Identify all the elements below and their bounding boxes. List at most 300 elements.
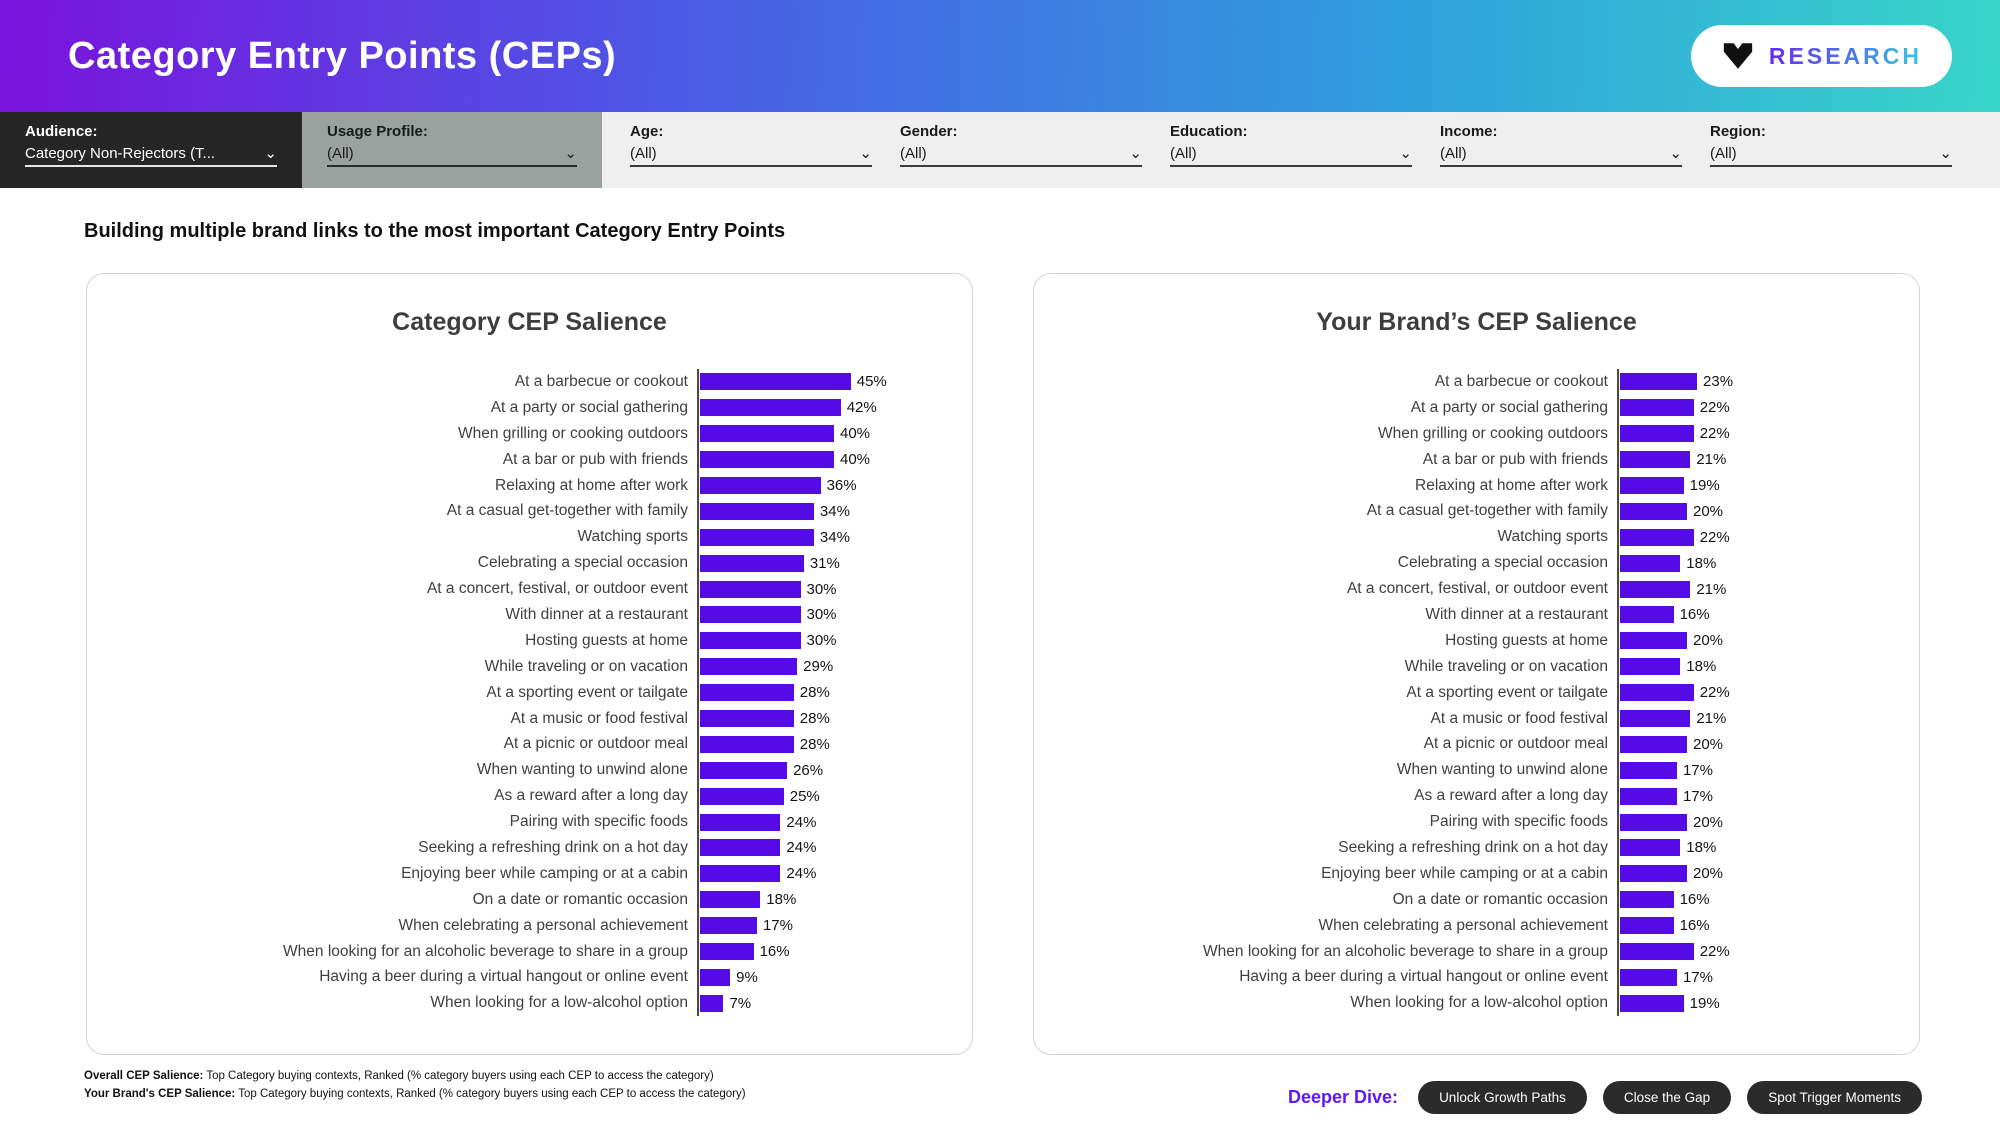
bar[interactable] bbox=[700, 736, 794, 753]
category-label: When grilling or cooking outdoors bbox=[457, 424, 688, 442]
bar-value-label: 18% bbox=[766, 891, 797, 909]
chevron-down-icon: ⌄ bbox=[1939, 144, 1952, 162]
bar-value-label: 22% bbox=[1699, 684, 1730, 702]
chart-row bbox=[1052, 783, 1901, 809]
chart-row bbox=[105, 421, 954, 447]
bar[interactable] bbox=[700, 891, 760, 908]
category-label: At a party or social gathering bbox=[1410, 398, 1608, 416]
bar-value-label: 24% bbox=[786, 839, 817, 857]
category-label: Seeking a refreshing drink on a hot day bbox=[418, 838, 688, 856]
bar-value-label: 19% bbox=[1689, 477, 1720, 494]
chart-row bbox=[105, 706, 954, 732]
footnote-brand: Your Brand's CEP Salience: Top Category buying contexts, Ranked (% category buyers using each CEP to access the category) bbox=[84, 1088, 746, 1101]
bar-cell bbox=[697, 447, 870, 473]
chart-row bbox=[1052, 550, 1901, 576]
chart-row bbox=[1052, 939, 1901, 965]
bar[interactable] bbox=[1620, 451, 1690, 468]
bar-cell bbox=[1617, 524, 1730, 550]
bar-cell bbox=[697, 550, 840, 576]
chart-row bbox=[1052, 447, 1901, 473]
bar-cell bbox=[1617, 369, 1733, 395]
bar[interactable] bbox=[700, 684, 794, 701]
filter-usage-profile bbox=[302, 112, 602, 188]
bar-value-label: 40% bbox=[840, 425, 871, 443]
bar-cell bbox=[697, 706, 830, 732]
bar-value-label: 18% bbox=[1686, 839, 1717, 857]
chevron-down-icon: ⌄ bbox=[1129, 144, 1142, 162]
bar-value-label: 31% bbox=[809, 554, 840, 572]
chevron-down-icon: ⌄ bbox=[1399, 144, 1412, 162]
bar[interactable] bbox=[1620, 581, 1690, 598]
bar[interactable] bbox=[700, 658, 797, 675]
bar-value-label: 45% bbox=[856, 373, 887, 391]
filter-value: (All) bbox=[1440, 145, 1467, 162]
bar-value-label: 20% bbox=[1693, 502, 1724, 520]
bar-value-label: 17% bbox=[1682, 787, 1713, 805]
bar-cell bbox=[697, 913, 793, 939]
category-label: Pairing with specific foods bbox=[509, 813, 688, 831]
bar-value-label: 25% bbox=[789, 787, 820, 805]
bar-value-label: 34% bbox=[819, 528, 850, 546]
education-dropdown[interactable] bbox=[1170, 145, 1412, 167]
filter-label: Age: bbox=[630, 123, 664, 140]
bar[interactable] bbox=[1620, 917, 1674, 934]
gender-dropdown[interactable] bbox=[900, 145, 1142, 167]
bar-cell bbox=[697, 395, 877, 421]
category-label: Having a beer during a virtual hangout or online event bbox=[1239, 968, 1608, 986]
filter-label: Usage Profile: bbox=[327, 123, 428, 140]
chart-row bbox=[105, 887, 954, 913]
brand-chart-rows bbox=[1052, 369, 1901, 1016]
category-label: When looking for a low-alcohol option bbox=[1350, 994, 1608, 1012]
chevron-down-icon: ⌄ bbox=[564, 144, 577, 162]
research-logo-button[interactable] bbox=[1691, 25, 1952, 87]
bar[interactable] bbox=[700, 839, 780, 856]
category-label: With dinner at a restaurant bbox=[505, 605, 688, 623]
bar[interactable] bbox=[1620, 606, 1674, 623]
bar-cell bbox=[1617, 576, 1726, 602]
bar-cell bbox=[1617, 680, 1730, 706]
bar[interactable] bbox=[700, 814, 780, 831]
category-label: As a reward after a long day bbox=[1414, 787, 1608, 805]
filter-light-group bbox=[602, 112, 2000, 188]
bar-cell bbox=[1617, 939, 1730, 965]
bar-value-label: 20% bbox=[1693, 632, 1724, 650]
bar[interactable] bbox=[1620, 632, 1687, 649]
bar-value-label: 9% bbox=[736, 968, 758, 986]
bar-cell bbox=[1617, 990, 1720, 1016]
chart-row bbox=[105, 809, 954, 835]
bar-cell bbox=[697, 861, 816, 887]
chart-row bbox=[105, 473, 954, 499]
bar-value-label: 18% bbox=[1686, 554, 1717, 572]
bar-cell bbox=[1617, 913, 1710, 939]
bar-cell bbox=[697, 835, 816, 861]
bar-value-label: 20% bbox=[1693, 735, 1724, 753]
bar-value-label: 18% bbox=[1686, 658, 1717, 676]
brand-cep-salience-card bbox=[1033, 273, 1920, 1055]
bar[interactable] bbox=[1620, 399, 1694, 416]
bar[interactable] bbox=[700, 581, 801, 598]
category-label: Relaxing at home after work bbox=[495, 476, 688, 494]
category-label: Having a beer during a virtual hangout or online event bbox=[319, 968, 688, 986]
filter-income bbox=[1412, 112, 1682, 188]
chart-row bbox=[1052, 835, 1901, 861]
chart-row bbox=[1052, 887, 1901, 913]
bar-value-label: 19% bbox=[1689, 994, 1720, 1012]
deeper-dive-nav bbox=[1288, 1081, 1922, 1114]
category-label: Pairing with specific foods bbox=[1429, 813, 1608, 831]
bar[interactable] bbox=[1620, 995, 1684, 1012]
bar-cell bbox=[697, 654, 833, 680]
chart-row bbox=[1052, 421, 1901, 447]
filter-label: Income: bbox=[1440, 123, 1498, 140]
bar-value-label: 16% bbox=[759, 943, 790, 961]
chart-row bbox=[1052, 498, 1901, 524]
category-label: As a reward after a long day bbox=[494, 787, 688, 805]
filter-age bbox=[602, 112, 872, 188]
chart-row bbox=[1052, 990, 1901, 1016]
category-label: On a date or romantic occasion bbox=[1392, 890, 1608, 908]
bar-cell bbox=[1617, 395, 1730, 421]
bar-value-label: 30% bbox=[806, 606, 837, 624]
category-chart-rows bbox=[105, 369, 954, 1016]
bar[interactable] bbox=[1620, 943, 1694, 960]
chart-row bbox=[1052, 913, 1901, 939]
filter-value: (All) bbox=[1710, 145, 1737, 162]
category-label: At a casual get-together with family bbox=[446, 502, 688, 520]
category-label: At a casual get-together with family bbox=[1366, 502, 1608, 520]
bar-cell bbox=[1617, 550, 1716, 576]
bar-value-label: 24% bbox=[786, 865, 817, 883]
bar[interactable] bbox=[1620, 684, 1694, 701]
chart-row bbox=[105, 498, 954, 524]
bar[interactable] bbox=[1620, 839, 1680, 856]
bar[interactable] bbox=[1620, 865, 1687, 882]
bar[interactable] bbox=[1620, 529, 1694, 546]
chart-row bbox=[105, 913, 954, 939]
audience-dropdown[interactable] bbox=[25, 145, 277, 167]
chart-row bbox=[1052, 964, 1901, 990]
bar[interactable] bbox=[700, 425, 834, 442]
bar-cell bbox=[1617, 447, 1726, 473]
income-dropdown[interactable] bbox=[1440, 145, 1682, 167]
category-label: At a picnic or outdoor meal bbox=[503, 735, 688, 753]
chart-row bbox=[105, 524, 954, 550]
category-cep-salience-card bbox=[86, 273, 973, 1055]
filter-value: Category Non-Rejectors (T... bbox=[25, 145, 216, 162]
bar-value-label: 28% bbox=[799, 684, 830, 702]
chart-row bbox=[1052, 757, 1901, 783]
bar-value-label: 21% bbox=[1696, 580, 1727, 598]
chart-row bbox=[1052, 473, 1901, 499]
bar-value-label: 16% bbox=[1679, 917, 1710, 935]
chart-row bbox=[1052, 654, 1901, 680]
bar-cell bbox=[1617, 731, 1723, 757]
page-title: Category Entry Points (CEPs) bbox=[68, 34, 617, 77]
bar[interactable] bbox=[700, 632, 801, 649]
category-label: On a date or romantic occasion bbox=[472, 890, 688, 908]
category-label: At a music or food festival bbox=[1430, 709, 1608, 727]
category-label: With dinner at a restaurant bbox=[1425, 605, 1608, 623]
bar-cell bbox=[697, 421, 870, 447]
bar[interactable] bbox=[1620, 736, 1687, 753]
bar-value-label: 20% bbox=[1693, 865, 1724, 883]
filter-value: (All) bbox=[1170, 145, 1197, 162]
bar-value-label: 16% bbox=[1679, 891, 1710, 909]
filter-value: (All) bbox=[327, 145, 354, 162]
category-label: At a concert, festival, or outdoor event bbox=[1346, 580, 1608, 598]
filter-value: (All) bbox=[630, 145, 657, 162]
chart-row bbox=[1052, 861, 1901, 887]
chart-row bbox=[105, 939, 954, 965]
category-label: Hosting guests at home bbox=[525, 631, 688, 649]
unlock-growth-paths-button[interactable]: Unlock Growth Paths bbox=[1418, 1081, 1587, 1114]
chart-row bbox=[105, 783, 954, 809]
chart-row bbox=[1052, 628, 1901, 654]
bar-cell bbox=[1617, 757, 1713, 783]
bar-cell bbox=[1617, 835, 1716, 861]
chart-row bbox=[105, 602, 954, 628]
chart-row bbox=[1052, 706, 1901, 732]
chart-row bbox=[105, 654, 954, 680]
bar-cell bbox=[1617, 498, 1723, 524]
chart-row bbox=[1052, 680, 1901, 706]
category-label: At a barbecue or cookout bbox=[514, 372, 688, 390]
category-label: Watching sports bbox=[1497, 528, 1608, 546]
bar-value-label: 42% bbox=[846, 399, 877, 417]
bar-cell bbox=[697, 757, 823, 783]
bar[interactable] bbox=[700, 451, 834, 468]
category-label: When wanting to unwind alone bbox=[476, 761, 688, 779]
category-label: Enjoying beer while camping or at a cabin bbox=[1321, 864, 1608, 882]
bar-cell bbox=[1617, 706, 1726, 732]
spot-trigger-moments-button[interactable]: Spot Trigger Moments bbox=[1747, 1081, 1922, 1114]
chart-row bbox=[1052, 809, 1901, 835]
category-label: When grilling or cooking outdoors bbox=[1377, 424, 1608, 442]
bar-cell bbox=[1617, 887, 1710, 913]
bar-cell bbox=[697, 731, 830, 757]
bar[interactable] bbox=[700, 917, 757, 934]
bar[interactable] bbox=[1620, 425, 1694, 442]
category-label: At a party or social gathering bbox=[490, 398, 688, 416]
bar[interactable] bbox=[1620, 373, 1697, 390]
bar-value-label: 24% bbox=[786, 813, 817, 831]
chart-row bbox=[105, 447, 954, 473]
bar-value-label: 26% bbox=[793, 761, 824, 779]
category-label: At a sporting event or tailgate bbox=[1406, 683, 1608, 701]
filter-value: (All) bbox=[900, 145, 927, 162]
bar-cell bbox=[1617, 861, 1723, 887]
bar-value-label: 30% bbox=[806, 580, 837, 598]
chart-title: Category CEP Salience bbox=[392, 308, 667, 336]
bar[interactable] bbox=[700, 969, 730, 986]
filter-bar bbox=[0, 112, 2000, 188]
bar-cell bbox=[1617, 783, 1713, 809]
chart-title: Your Brand’s CEP Salience bbox=[1316, 308, 1637, 336]
bar-value-label: 22% bbox=[1699, 425, 1730, 443]
close-the-gap-button[interactable]: Close the Gap bbox=[1603, 1081, 1731, 1114]
bar-cell bbox=[1617, 421, 1730, 447]
chart-row bbox=[105, 550, 954, 576]
bar[interactable] bbox=[700, 943, 754, 960]
filter-region bbox=[1682, 112, 1952, 188]
category-label: Seeking a refreshing drink on a hot day bbox=[1338, 838, 1608, 856]
usage-profile-dropdown[interactable] bbox=[327, 145, 577, 167]
bar-value-label: 22% bbox=[1699, 399, 1730, 417]
chart-row bbox=[1052, 602, 1901, 628]
chart-row bbox=[1052, 524, 1901, 550]
bar[interactable] bbox=[1620, 555, 1680, 572]
bar-cell bbox=[697, 887, 796, 913]
chart-row bbox=[1052, 576, 1901, 602]
chart-row bbox=[105, 964, 954, 990]
bar[interactable] bbox=[1620, 710, 1690, 727]
category-label: When looking for an alcoholic beverage to share in a group bbox=[283, 942, 688, 960]
category-label: Celebrating a special occasion bbox=[1397, 554, 1608, 572]
bar[interactable] bbox=[1620, 762, 1677, 779]
bar[interactable] bbox=[1620, 969, 1677, 986]
header bbox=[0, 0, 2000, 112]
bar-value-label: 21% bbox=[1696, 451, 1727, 469]
bar[interactable] bbox=[700, 555, 804, 572]
bar-value-label: 17% bbox=[762, 917, 793, 935]
bar[interactable] bbox=[700, 477, 821, 494]
bar-value-label: 28% bbox=[799, 735, 830, 753]
bar-value-label: 36% bbox=[826, 477, 857, 494]
chevron-down-icon: ⌄ bbox=[859, 144, 872, 162]
bar[interactable] bbox=[1620, 477, 1684, 494]
bar[interactable] bbox=[700, 865, 780, 882]
bar-value-label: 21% bbox=[1696, 710, 1727, 728]
age-dropdown[interactable] bbox=[630, 145, 872, 167]
category-label: When wanting to unwind alone bbox=[1396, 761, 1608, 779]
bar[interactable] bbox=[700, 762, 787, 779]
filter-audience bbox=[0, 112, 302, 188]
bar-cell bbox=[697, 498, 850, 524]
bar-cell bbox=[1617, 628, 1723, 654]
category-label: At a bar or pub with friends bbox=[1422, 450, 1608, 468]
footnotes bbox=[84, 1067, 746, 1104]
filter-label: Gender: bbox=[900, 123, 958, 140]
category-label: At a sporting event or tailgate bbox=[486, 683, 688, 701]
bar[interactable] bbox=[700, 606, 801, 623]
bar-cell bbox=[697, 576, 837, 602]
bar-value-label: 29% bbox=[803, 658, 834, 676]
filter-gender bbox=[872, 112, 1142, 188]
region-dropdown[interactable] bbox=[1710, 145, 1952, 167]
filter-label: Region: bbox=[1710, 123, 1766, 140]
category-label: Watching sports bbox=[577, 528, 688, 546]
category-label: Relaxing at home after work bbox=[1415, 476, 1608, 494]
chart-row bbox=[105, 680, 954, 706]
dashboard-subtitle: Building multiple brand links to the most important Category Entry Points bbox=[84, 220, 786, 242]
bar-cell bbox=[697, 964, 758, 990]
footer bbox=[84, 1067, 1922, 1114]
chart-row bbox=[105, 757, 954, 783]
category-label: At a bar or pub with friends bbox=[502, 450, 688, 468]
chart-row bbox=[105, 369, 954, 395]
bar-value-label: 22% bbox=[1699, 943, 1730, 961]
bar-cell bbox=[697, 990, 751, 1016]
bar[interactable] bbox=[700, 995, 723, 1012]
bar-value-label: 17% bbox=[1682, 968, 1713, 986]
bar-value-label: 28% bbox=[799, 710, 830, 728]
bar-cell bbox=[697, 939, 790, 965]
bar-cell bbox=[1617, 602, 1710, 628]
bar-value-label: 17% bbox=[1682, 761, 1713, 779]
bar-value-label: 22% bbox=[1699, 528, 1730, 546]
bar[interactable] bbox=[700, 399, 841, 416]
bar-cell bbox=[1617, 964, 1713, 990]
category-label: When celebrating a personal achievement bbox=[1318, 916, 1608, 934]
bar-cell bbox=[697, 680, 830, 706]
bar-cell bbox=[697, 473, 857, 499]
chart-row bbox=[1052, 369, 1901, 395]
chart-row bbox=[1052, 395, 1901, 421]
bar[interactable] bbox=[1620, 788, 1677, 805]
charts-area bbox=[86, 273, 1920, 1055]
bar[interactable] bbox=[1620, 814, 1687, 831]
category-label: When celebrating a personal achievement bbox=[398, 916, 688, 934]
filter-label: Education: bbox=[1170, 123, 1248, 140]
bar-cell bbox=[697, 783, 820, 809]
footnote-overall: Overall CEP Salience: Top Category buying contexts, Ranked (% category buyers using each CEP to access the category) bbox=[84, 1070, 714, 1082]
category-label: At a music or food festival bbox=[510, 709, 688, 727]
chevron-down-icon: ⌄ bbox=[1669, 144, 1682, 162]
category-label: When looking for a low-alcohol option bbox=[430, 994, 688, 1012]
brand-m-icon bbox=[1721, 39, 1755, 73]
bar-cell bbox=[1617, 473, 1720, 499]
bar[interactable] bbox=[700, 373, 851, 390]
category-label: At a barbecue or cookout bbox=[1434, 372, 1608, 390]
category-label: At a concert, festival, or outdoor event bbox=[426, 580, 688, 598]
bar-cell bbox=[697, 809, 816, 835]
bar[interactable] bbox=[1620, 658, 1680, 675]
bar-cell bbox=[697, 628, 837, 654]
category-label: While traveling or on vacation bbox=[1404, 657, 1608, 675]
bar-value-label: 23% bbox=[1703, 373, 1734, 391]
bar-cell bbox=[1617, 809, 1723, 835]
bar-value-label: 7% bbox=[729, 994, 752, 1012]
bar[interactable] bbox=[700, 503, 814, 520]
bar-value-label: 34% bbox=[819, 502, 850, 520]
bar-value-label: 16% bbox=[1679, 606, 1710, 624]
bar[interactable] bbox=[700, 529, 814, 546]
bar-value-label: 20% bbox=[1693, 813, 1724, 831]
bar[interactable] bbox=[1620, 503, 1687, 520]
chart-row bbox=[105, 990, 954, 1016]
category-label: At a picnic or outdoor meal bbox=[1423, 735, 1608, 753]
chart-row bbox=[105, 861, 954, 887]
bar-value-label: 30% bbox=[806, 632, 837, 650]
category-label: While traveling or on vacation bbox=[484, 657, 688, 675]
bar-cell bbox=[697, 602, 837, 628]
chart-row bbox=[105, 731, 954, 757]
chart-row bbox=[105, 628, 954, 654]
chevron-down-icon: ⌄ bbox=[264, 144, 277, 162]
chart-row bbox=[1052, 731, 1901, 757]
bar[interactable] bbox=[1620, 891, 1674, 908]
bar-value-label: 40% bbox=[840, 451, 871, 469]
bar-cell bbox=[1617, 654, 1716, 680]
category-label: Celebrating a special occasion bbox=[477, 554, 688, 572]
logo-text: RESEARCH bbox=[1768, 42, 1922, 69]
chart-row bbox=[105, 835, 954, 861]
bar[interactable] bbox=[700, 788, 784, 805]
bar[interactable] bbox=[700, 710, 794, 727]
bar-cell bbox=[697, 524, 850, 550]
